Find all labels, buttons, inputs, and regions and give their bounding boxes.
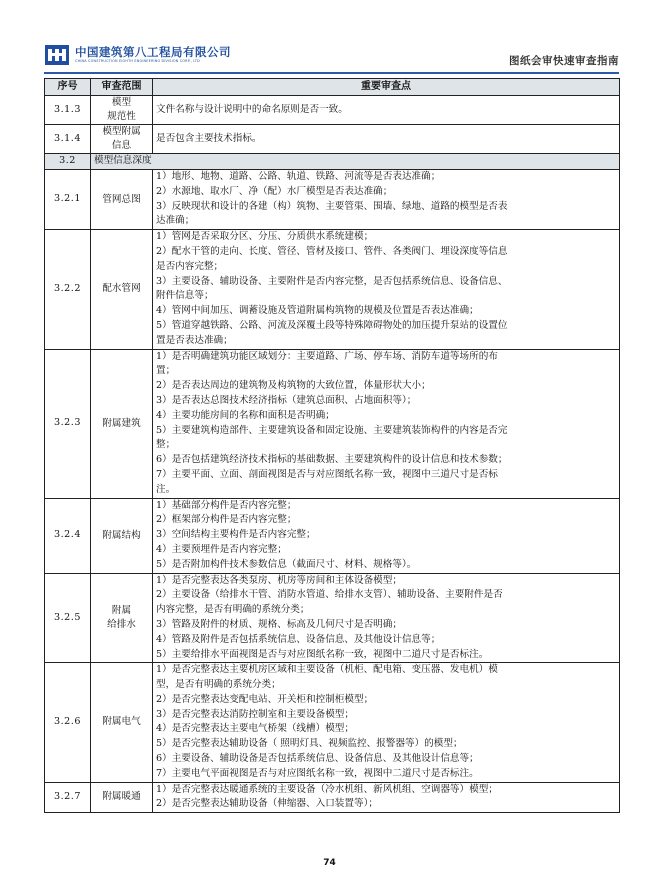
review-points: [153, 170, 620, 230]
scope-line: 配水管网: [102, 283, 141, 295]
scope-line: 附属电气: [102, 716, 141, 728]
scope-line: 模型: [111, 97, 132, 108]
review-point-line: 是否包含主要技术指标。: [156, 132, 262, 144]
review-point-line: 注。: [156, 483, 176, 495]
scope-line: 附属结构: [102, 529, 141, 541]
page-number: 74: [323, 858, 336, 868]
review-point-line: 文件名称与设计说明中的命名原则是否一致。: [156, 103, 348, 115]
row-number: 3.1.4: [45, 125, 91, 154]
review-point-line: 2）是否完整表达变配电站、开关柜和控制柜模型；: [156, 693, 374, 705]
review-point-line: 置是否表达准确；: [156, 334, 233, 346]
review-points: [153, 230, 620, 349]
review-point-line: 5）是否附加构件技术参数信息（截面尺寸、材料、规格等）。: [156, 558, 417, 570]
review-point-line: 1）是否完整表达暖通系统的主要设备（冷水机组、新风机组、空调器等）模型；: [156, 783, 498, 795]
row-number: 3.2.5: [45, 573, 91, 663]
column-header-no: 序号: [45, 79, 91, 96]
review-point-line: 3）反映现状和设计的各建（构）筑物、主要管渠、围墙、绿地、道路的模型是否表: [156, 200, 508, 212]
review-point-line: 是否内容完整；: [156, 260, 224, 272]
review-scope: [91, 663, 153, 782]
review-points: [153, 349, 620, 498]
review-point-line: 7）主要平面、立面、剖面视图是否与对应图纸名称一致，视图中三道尺寸是否标: [156, 468, 498, 480]
review-point-line: 4）主要预埋件是否内容完整；: [156, 543, 287, 555]
review-point-line: 附件信息等；: [156, 290, 214, 302]
table-row: [45, 170, 620, 230]
review-point-line: 5）是否完整表达辅助设备（ 照明灯具、视频监控、报警器等）的模型；: [156, 738, 463, 750]
company-name-cn: 中国建筑第八工程局有限公司: [75, 45, 231, 59]
review-scope: [91, 96, 153, 125]
review-scope: [91, 170, 153, 230]
review-point-line: 4）主要功能房间的名称和面积是否明确；: [156, 409, 335, 421]
review-point-line: 1）管网是否采取分区、分压、分质供水系统建模；: [156, 231, 374, 243]
row-number: 3.2.7: [45, 782, 91, 813]
scope-line: 模型附属: [102, 126, 141, 137]
review-point-line: 5）管道穿越铁路、公路、河流及深覆土段等特殊障碍物处的加压提升泵站的设置位: [156, 319, 508, 331]
scope-line: 附属建筑: [102, 417, 141, 429]
row-number: 3.2.4: [45, 498, 91, 573]
review-point-line: 2）框架部分构件是否内容完整；: [156, 514, 297, 526]
review-point-line: 5）主要给排水平面视图是否与对应图纸名称一致，视图中二道尺寸是否标注。: [156, 648, 489, 660]
review-point-line: 1）基础部分构件是否内容完整；: [156, 499, 297, 511]
review-point-line: 型，是否有明确的系统分类；: [156, 679, 281, 691]
review-point-line: 达准确；: [156, 215, 195, 227]
row-number: 3.2.6: [45, 663, 91, 782]
review-point-line: 3）主要设备、辅助设备、主要附件是否内容完整，是否包括系统信息、设备信息、: [156, 275, 508, 287]
scope-line: 规范性: [107, 111, 136, 122]
company-logo: [44, 44, 231, 66]
review-points: [153, 573, 620, 663]
review-point-line: 置；: [156, 365, 176, 377]
review-point-line: 3）管路及附件的材质、规格、标高及几何尺寸是否明确；: [156, 618, 402, 630]
review-point-line: 5）主要建筑构造部件、主要建筑设备和固定设施、主要建筑装饰构件的内容是否完: [156, 424, 508, 436]
review-point-line: 3）是否完整表达消防控制室和主要设备模型；: [156, 708, 354, 720]
review-table: [44, 78, 620, 813]
table-row: [45, 349, 620, 498]
row-number: 3.2.2: [45, 230, 91, 349]
row-number: 3.1.3: [45, 96, 91, 125]
review-scope: [91, 230, 153, 349]
review-point-line: 2）水源地、取水厂、净（配）水厂模型是否表达准确；: [156, 185, 393, 197]
review-point-line: 整；: [156, 439, 176, 451]
review-point-line: 2）配水干管的走向、长度、管径、管材及接口、管件、各类阀门、埋设深度等信息: [156, 245, 508, 257]
review-points: [153, 125, 620, 154]
scope-line: 附属: [111, 604, 132, 616]
row-number: 3.2: [45, 154, 91, 170]
page-header: [44, 44, 619, 74]
review-point-line: 2）是否完整表达辅助设备（伸缩器、入口装置等）；: [156, 798, 378, 810]
section-title: 模型信息深度: [91, 154, 620, 170]
review-point-line: 4）管网中间加压、调蓄设施及管道附属构筑物的规模及位置是否表达准确；: [156, 305, 479, 317]
review-point-line: 2）主要设备（给排水干管、消防水管道、给排水支管）、辅助设备、主要附件是否: [156, 589, 503, 601]
cscec-logo-icon: [44, 44, 70, 66]
company-name-en: CHINA CONSTRUCTION EIGHTH ENGINEERING DIVISION CORP., LTD: [75, 59, 200, 63]
row-number: 3.2.3: [45, 349, 91, 498]
review-point-line: 内容完整，是否有明确的系统分类；: [156, 604, 310, 616]
review-point-line: 2）是否表达周边的建筑物及构筑物的大致位置，体量形状大小；: [156, 380, 431, 392]
review-points: [153, 782, 620, 813]
review-point-line: 1）是否明确建筑功能区域划分：主要道路、广场、停车场、消防车道等场所的布: [156, 350, 498, 362]
review-point-line: 7）主要电气平面视图是否与对应图纸名称一致，视图中二道尺寸是否标注。: [156, 767, 479, 779]
table-row: [45, 663, 620, 782]
section-row: [45, 154, 620, 170]
review-points: [153, 498, 620, 573]
review-point-line: 1）地形、地物、道路、公路、轨道、铁路、河流等是否表达准确；: [156, 171, 441, 182]
document-title: 图纸会审快速审查指南: [509, 55, 619, 67]
table-row: [45, 125, 620, 154]
review-point-line: 1）是否完整表达主要机房区域和主要设备（机柜、配电箱、变压器、发电机）模: [156, 664, 498, 676]
review-point-line: 3）空间结构主要构件是否内容完整；: [156, 529, 316, 541]
table-row: [45, 573, 620, 663]
review-point-line: 1）是否完整表达各类泵房、机房等房间和主体设备模型；: [156, 574, 402, 586]
table-row: [45, 498, 620, 573]
review-points: [153, 96, 620, 125]
table-row: [45, 96, 620, 125]
review-points: [153, 663, 620, 782]
scope-line: 信息: [111, 140, 132, 151]
table-row: [45, 782, 620, 813]
review-point-line: 4）管路及附件是否包括系统信息、设备信息、及其他设计信息等；: [156, 633, 441, 645]
review-scope: [91, 498, 153, 573]
review-scope: [91, 349, 153, 498]
column-header-scope: 审查范围: [91, 79, 153, 96]
table-header-row: [45, 79, 620, 96]
row-number: 3.2.1: [45, 170, 91, 230]
scope-line: 附属暖通: [102, 791, 141, 803]
review-scope: [91, 782, 153, 813]
scope-line: 给排水: [107, 618, 136, 630]
scope-line: 管网总图: [102, 193, 141, 205]
table-row: [45, 230, 620, 349]
column-header-points: 重要审查点: [153, 79, 620, 96]
review-scope: [91, 573, 153, 663]
table-body: [45, 96, 620, 813]
review-point-line: 6）是否包括建筑经济技术指标的基础数据、主要建筑构件的设计信息和技术参数；: [156, 454, 508, 466]
review-point-line: 3）是否表达总图技术经济指标（建筑总面积、占地面积等）；: [156, 394, 417, 406]
review-scope: [91, 125, 153, 154]
review-point-line: 6）主要设备、辅助设备是否包括系统信息、设备信息、及其他设计信息等；: [156, 753, 479, 765]
review-point-line: 4）是否完整表达主要电气桥架（线槽）模型；: [156, 723, 354, 735]
